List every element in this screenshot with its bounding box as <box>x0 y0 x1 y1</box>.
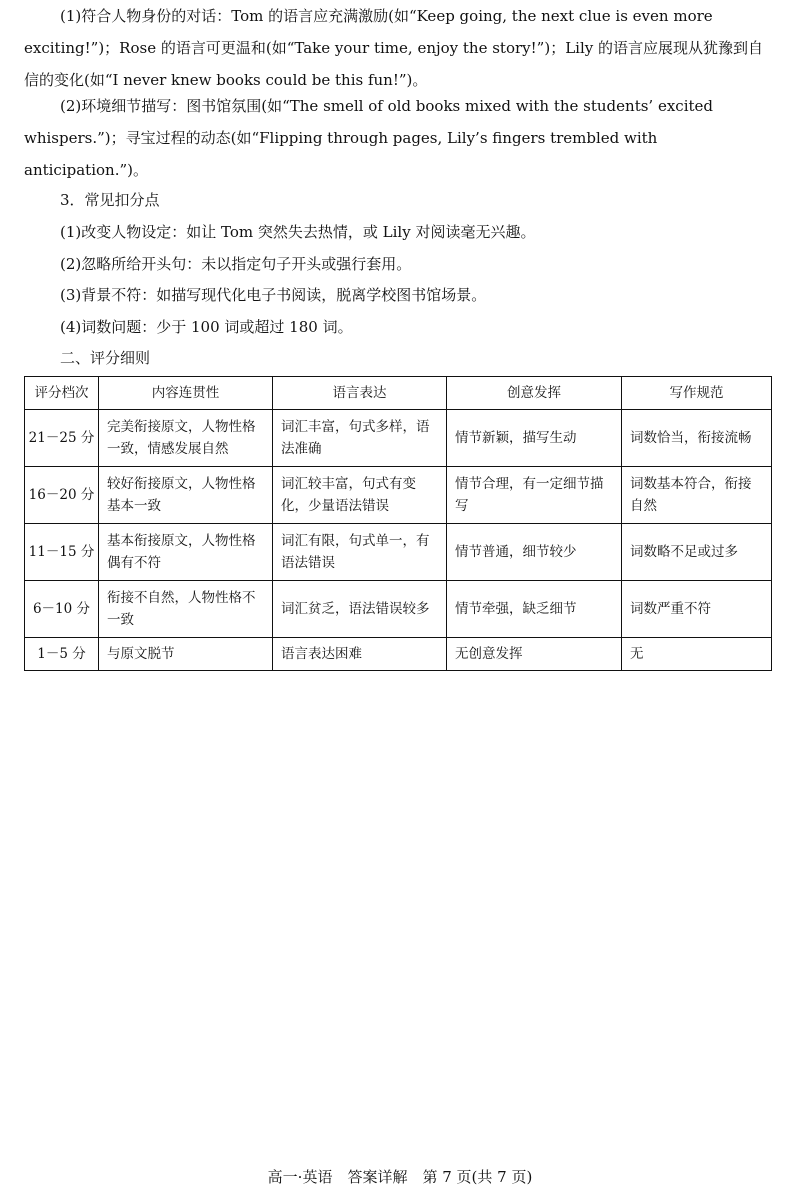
paragraph-environment: (2)环境细节描写：图书馆氛围(如“The smell of old books mixed with the students’ excited whispers.”)；寻宝过程的动态(如“Flipping through pages, Lily’s fingers trembled with anticipation.”)。 <box>24 97 713 179</box>
creativity-cell: 情节新颖，描写生动 <box>447 410 622 467</box>
writing-norm-cell: 词数略不足或过多 <box>622 524 772 581</box>
content-cell: 衔接不自然，人物性格不一致 <box>99 581 273 638</box>
table-row <box>25 638 772 671</box>
deduction-item-2: (2)忽略所给开头句：未以指定句子开头或强行套用。 <box>60 255 412 273</box>
scoring-rubric-table <box>24 376 772 671</box>
language-cell: 语言表达困难 <box>273 638 447 671</box>
table-row <box>25 410 772 467</box>
content-cell: 完美衔接原文，人物性格一致，情感发展自然 <box>99 410 273 467</box>
table-row <box>25 524 772 581</box>
content-cell: 与原文脱节 <box>99 638 273 671</box>
paragraph-dialogue: (1)符合人物身份的对话：Tom 的语言应充满激励(如“Keep going, the next clue is even more exciting!”)；Rose 的语言可更温和(如“Take your time, enjoy the story!”)；Lily 的语言应展现从犹豫到自信的变化(如“I never knew books could be this fun!”)。 <box>24 7 763 89</box>
language-cell: 词汇贫乏，语法错误较多 <box>273 581 447 638</box>
creativity-cell: 情节牵强，缺乏细节 <box>447 581 622 638</box>
header-cell: 写作规范 <box>622 377 772 410</box>
score-band-cell: 1－5 分 <box>25 638 99 671</box>
writing-norm-cell: 词数恰当，衔接流畅 <box>622 410 772 467</box>
writing-norm-cell: 词数基本符合，衔接自然 <box>622 467 772 524</box>
section-3-heading: 3．常见扣分点 <box>60 191 160 209</box>
header-cell: 内容连贯性 <box>99 377 273 410</box>
language-cell: 词汇较丰富，句式有变化，少量语法错误 <box>273 467 447 524</box>
table-row <box>25 581 772 638</box>
score-band-cell: 16－20 分 <box>25 467 99 524</box>
writing-norm-cell: 词数严重不符 <box>622 581 772 638</box>
score-band-cell: 11－15 分 <box>25 524 99 581</box>
deduction-item-4: (4)词数问题：少于 100 词或超过 180 词。 <box>60 318 353 336</box>
language-cell: 词汇丰富，句式多样，语法准确 <box>273 410 447 467</box>
deduction-item-3: (3)背景不符：如描写现代化电子书阅读，脱离学校图书馆场景。 <box>60 286 487 304</box>
table-row <box>25 467 772 524</box>
creativity-cell: 无创意发挥 <box>447 638 622 671</box>
table-header-row <box>25 377 772 410</box>
content-cell: 基本衔接原文，人物性格偶有不符 <box>99 524 273 581</box>
writing-norm-cell: 无 <box>622 638 772 671</box>
deduction-item-1: (1)改变人物设定：如让 Tom 突然失去热情，或 Lily 对阅读毫无兴趣。 <box>60 223 536 241</box>
header-cell: 创意发挥 <box>447 377 622 410</box>
creativity-cell: 情节普通，细节较少 <box>447 524 622 581</box>
score-band-cell: 21－25 分 <box>25 410 99 467</box>
score-band-cell: 6－10 分 <box>25 581 99 638</box>
header-cell: 语言表达 <box>273 377 447 410</box>
header-cell: 评分档次 <box>25 377 99 410</box>
content-cell: 较好衔接原文，人物性格基本一致 <box>99 467 273 524</box>
section-2-heading: 二、评分细则 <box>60 349 151 367</box>
page-footer: 高一·英语 答案详解 第 7 页(共 7 页) <box>267 1168 533 1186</box>
language-cell: 词汇有限，句式单一，有语法错误 <box>273 524 447 581</box>
creativity-cell: 情节合理，有一定细节描写 <box>447 467 622 524</box>
